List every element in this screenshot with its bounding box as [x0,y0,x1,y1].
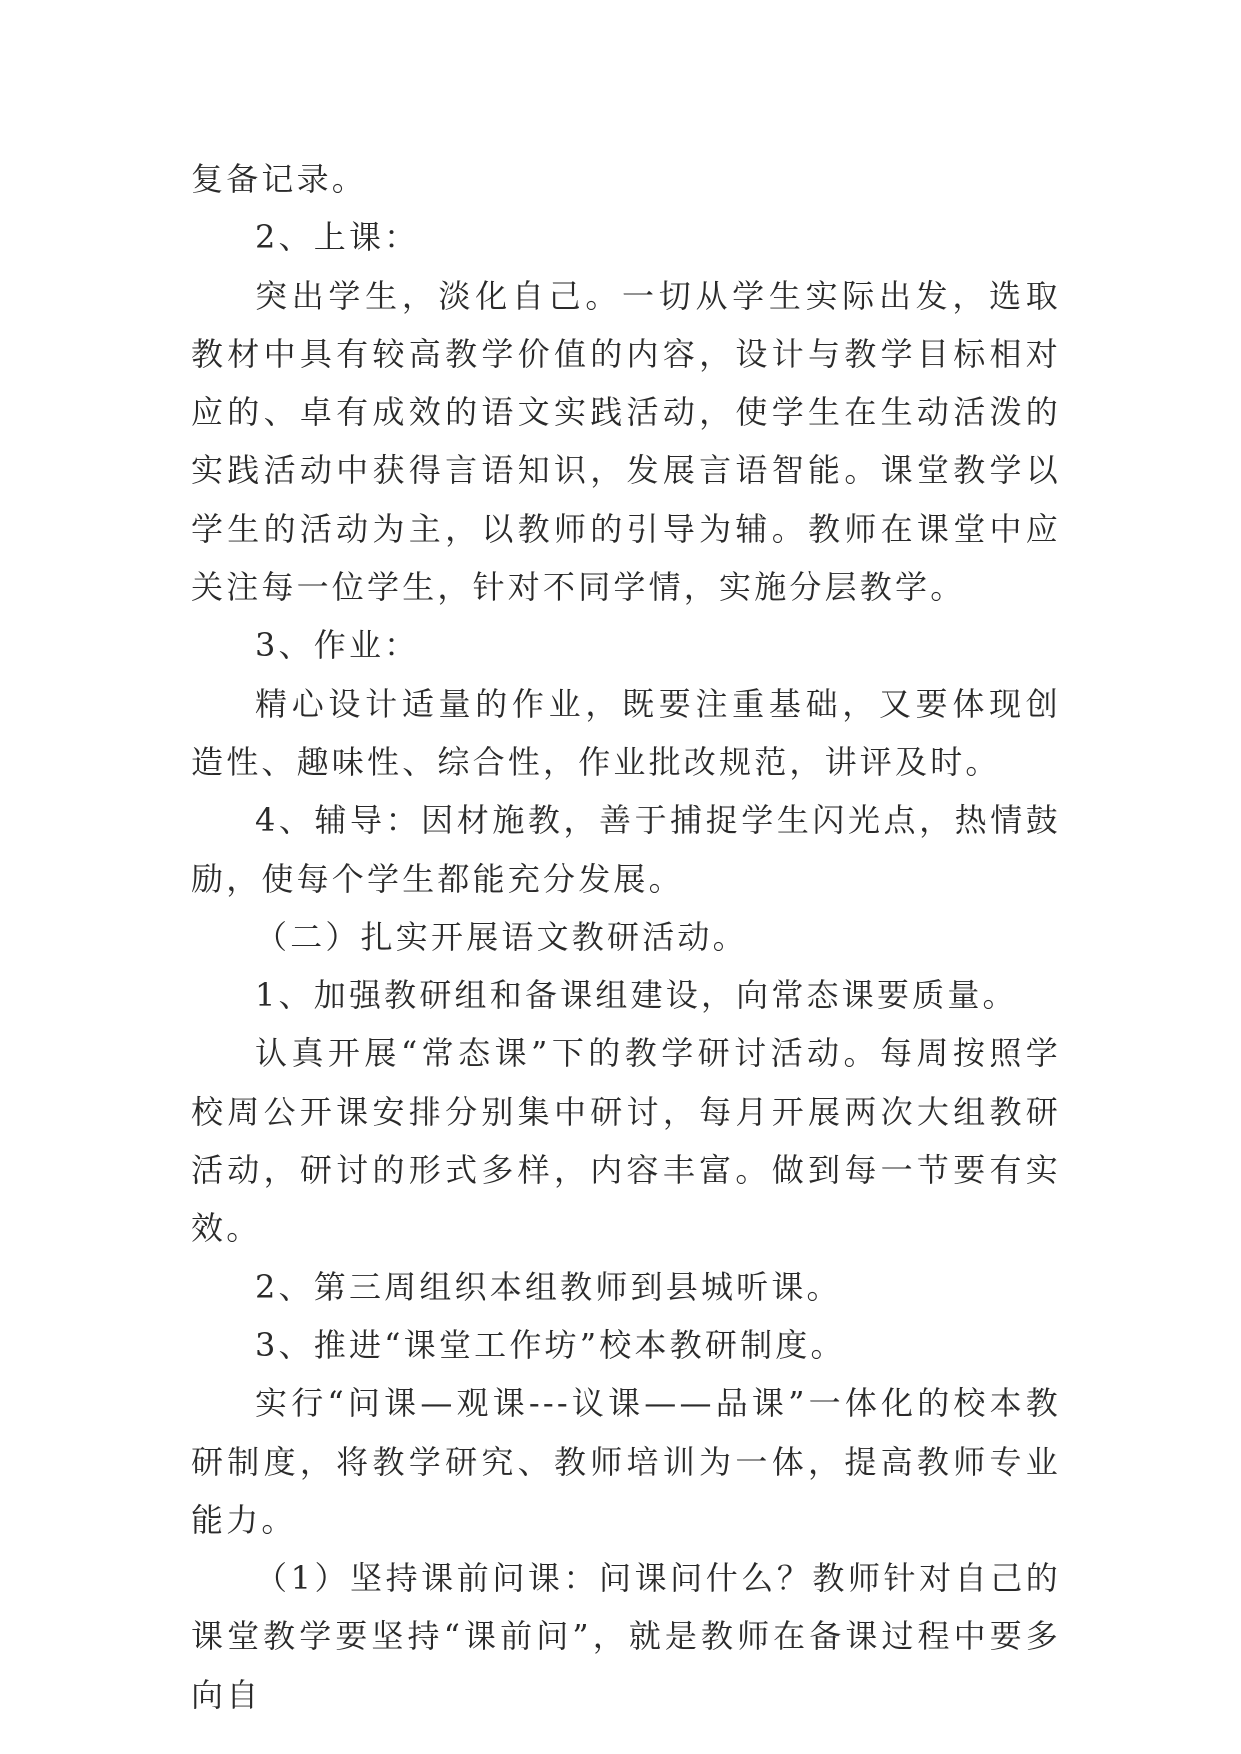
section-heading-research: （二）扎实开展语文教研活动。 [255,917,748,956]
heading-homework: 3、作业： [255,626,420,665]
document-body [191,150,1061,1724]
paragraph-attend-class: 突出学生，淡化自己。一切从学生实际出发，选取教材中具有较高教学价值的内容，设计与教学目标相对应的、卓有成效的语文实践活动，使学生在生动活泼的实践活动中获得言语知识，发展言语智能。课堂教学以学生的活动为主，以教师的引导为辅。教师在课堂中应关注每一位学生，针对不同学情，实施分层教学。 [191,276,1061,607]
heading-workshop: 3、推进“课堂工作坊”校本教研制度。 [255,1325,846,1364]
paragraph-homework: 精心设计适量的作业，既要注重基础，又要体现创造性、趣味性、综合性，作业批改规范，讲评及时。 [191,684,1061,781]
paragraph-group-building: 认真开展“常态课”下的教学研讨活动。每周按照学校周公开课安排分别集中研讨，每月开展两次大组教研活动，研讨的形式多样，内容丰富。做到每一节要有实效。 [191,1034,1061,1248]
paragraph-tutoring: 4、辅导：因材施教，善于捕捉学生闪光点，热情鼓励，使每个学生都能充分发展。 [191,801,1061,898]
heading-group-building: 1、加强教研组和备课组建设，向常态课要质量。 [255,976,1018,1015]
paragraph-county-visit: 2、第三周组织本组教师到县城听课。 [255,1267,842,1306]
paragraph-1: 复备记录。 [191,160,368,198]
paragraph-pre-class-inquiry: （1）坚持课前问课：问课问什么？教师针对自己的课堂教学要坚持“课前问”，就是教师在备课过程中要多向自 [191,1559,1061,1714]
paragraph-workshop: 实行“问课—观课---议课——品课”一体化的校本教研制度，将教学研究、教师培训为一体，提高教师专业能力。 [191,1384,1061,1539]
heading-attend-class: 2、上课： [255,218,420,257]
